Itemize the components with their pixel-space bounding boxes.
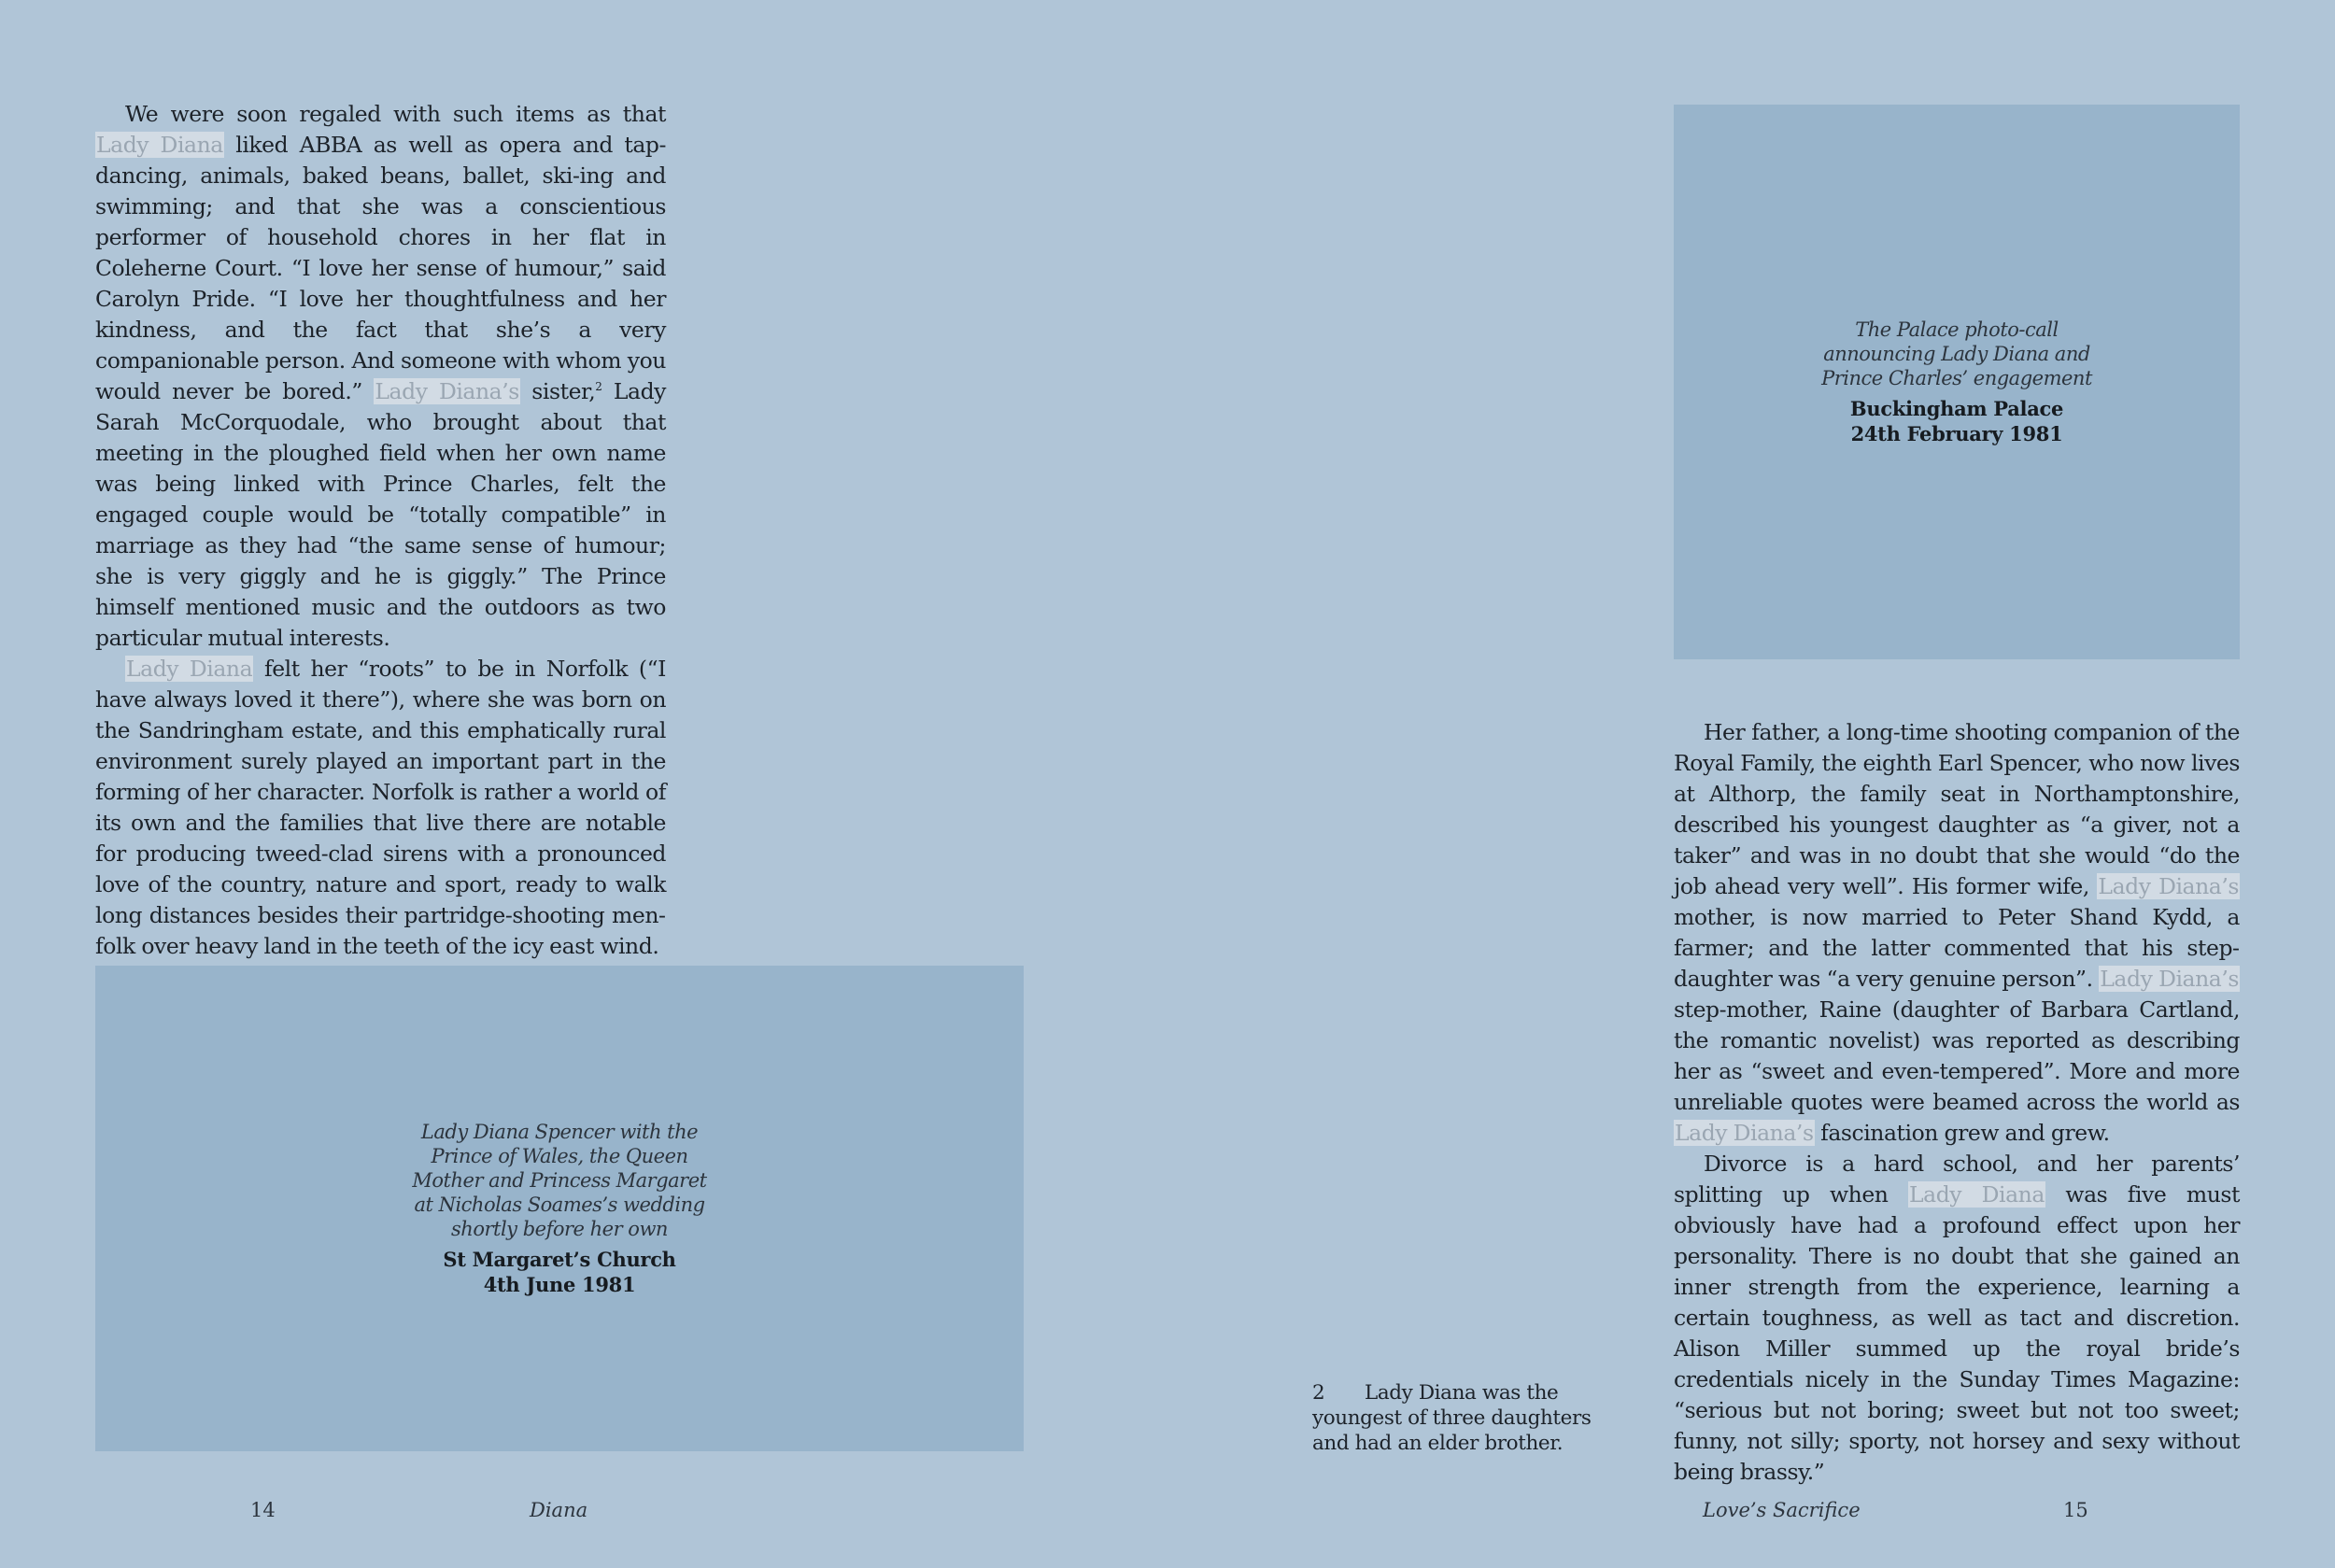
photo-caption-line: Lady Diana Spencer with the [420, 1121, 699, 1143]
left-running-title: Diana [530, 1499, 588, 1521]
photo-placeholder-wedding [95, 966, 1024, 1451]
left-body-text [95, 99, 666, 962]
photo-caption-line: Prince of Wales, the Queen [431, 1145, 688, 1167]
left-paragraph-2: Lady Diana felt her “roots” to be in Norfolk (“I have always loved it there”), where she was born on the Sandringham estate, and this emphatically rural environment surely played an important part in the forming of her character. Norfolk is rather a world of its own and the families that live there are notable for producing tweed-clad sirens with a pronounced love of the country, nature and sport, ready to walk long distances besides their partridge-shooting menfolk over heavy land in the teeth of the icy east wind. [95, 656, 666, 959]
highlighted-name[interactable]: Lady Diana [1908, 1181, 2045, 1208]
photo-caption-line: announcing Lady Diana and [1823, 343, 2090, 365]
footnote-number: 2 [1312, 1381, 1325, 1405]
photo-placeholder-engagement [1674, 105, 2240, 659]
photo-caption-line: The Palace photo-call [1855, 318, 2059, 341]
photo-caption-date: 4th June 1981 [483, 1273, 636, 1296]
left-page-number: 14 [250, 1499, 276, 1521]
highlighted-name[interactable]: Lady Diana’s [2098, 873, 2239, 899]
right-paragraph-1: Her father, a long-time shooting companion of the Royal Family, the eighth Earl Spencer, who now lives at Althorp, the family seat in Northamptonshire, described his youngest daughter as “a giver, not a taker” and was in no doubt that she would “do the job ahead very well”. His former wife, Lady Diana’s mother, is now married to Peter Shand Kydd, a farmer; and the latter commented that his stepdaughter was “a very genuine person”. Lady Diana’s step-mother, Raine (daughter of Barbara Cartland, the romantic novelist) was reported as describing her as “sweet and even-tempered”. More and more unreliable quotes were beamed across the world as Lady Diana’s fascination grew and grew. [1674, 719, 2240, 1146]
highlighted-name[interactable]: Lady Diana’s [1675, 1120, 1814, 1146]
photo-caption-line: shortly before her own [451, 1218, 668, 1240]
left-paragraph-1: We were soon regaled with such items as that Lady Diana liked ABBA as well as opera and tap-dancing, animals, baked beans, ballet, ski-ing and swimming; and that she was a conscientious performer of household chores in her flat in Coleherne Court. “I love her sense of humour,” said Carolyn Pride. “I love her thoughtfulness and her kindness, and the fact that she’s a very companionable person. And someone with whom you would never be bored.” Lady Diana’s sister,$^2$ Lady Sarah McCorquodale, who brought about that meeting in the ploughed field when her own name was being linked with Prince Charles, felt the engaged couple would be “totally compatible” in marriage as they had “the same sense of humour; she is very giggly and he is giggly.” The Prince himself mentioned music and the outdoors as two particular mutual interests. [95, 101, 666, 651]
highlighted-name[interactable]: Lady Diana [96, 132, 223, 158]
photo-caption-line: Prince Charles’ engagement [1821, 367, 2092, 389]
right-page-number: 15 [2063, 1499, 2088, 1521]
right-body-text [1674, 717, 2240, 1488]
footnote [1312, 1380, 1620, 1456]
right-paragraph-2: Divorce is a hard school, and her parents’ splitting up when Lady Diana was five must obviously have had a profound effect upon her personality. There is no doubt that she gained an inner strength from the experience, learning a certain toughness, as well as tact and discretion. Alison Miller summed up the royal bride’s credentials nicely in the Sunday Times Magazine: “serious but not boring; sweet but not too sweet; funny, not silly; sporty, not horsey and sexy without being brassy.” [1674, 1151, 2241, 1485]
highlighted-name[interactable]: Lady Diana [126, 656, 253, 682]
photo-caption-place: St Margaret’s Church [443, 1248, 676, 1271]
photo-caption-date: 24th February 1981 [1850, 422, 2063, 445]
footnote-text: Lady Diana was the youngest of three daughters and had an elder brother. [1312, 1381, 1592, 1455]
photo-caption-place: Buckingham Palace [1849, 397, 2064, 420]
photo-caption-line: at Nicholas Soames’s wedding [414, 1194, 705, 1216]
footnote-reference[interactable]: 2 [595, 380, 602, 394]
photo-caption-line: Mother and Princess Margaret [412, 1169, 707, 1192]
highlighted-name[interactable]: Lady Diana’s [375, 378, 519, 404]
right-running-title: Love’s Sacrifice [1703, 1499, 1861, 1521]
highlighted-name[interactable]: Lady Diana’s [2100, 966, 2239, 992]
